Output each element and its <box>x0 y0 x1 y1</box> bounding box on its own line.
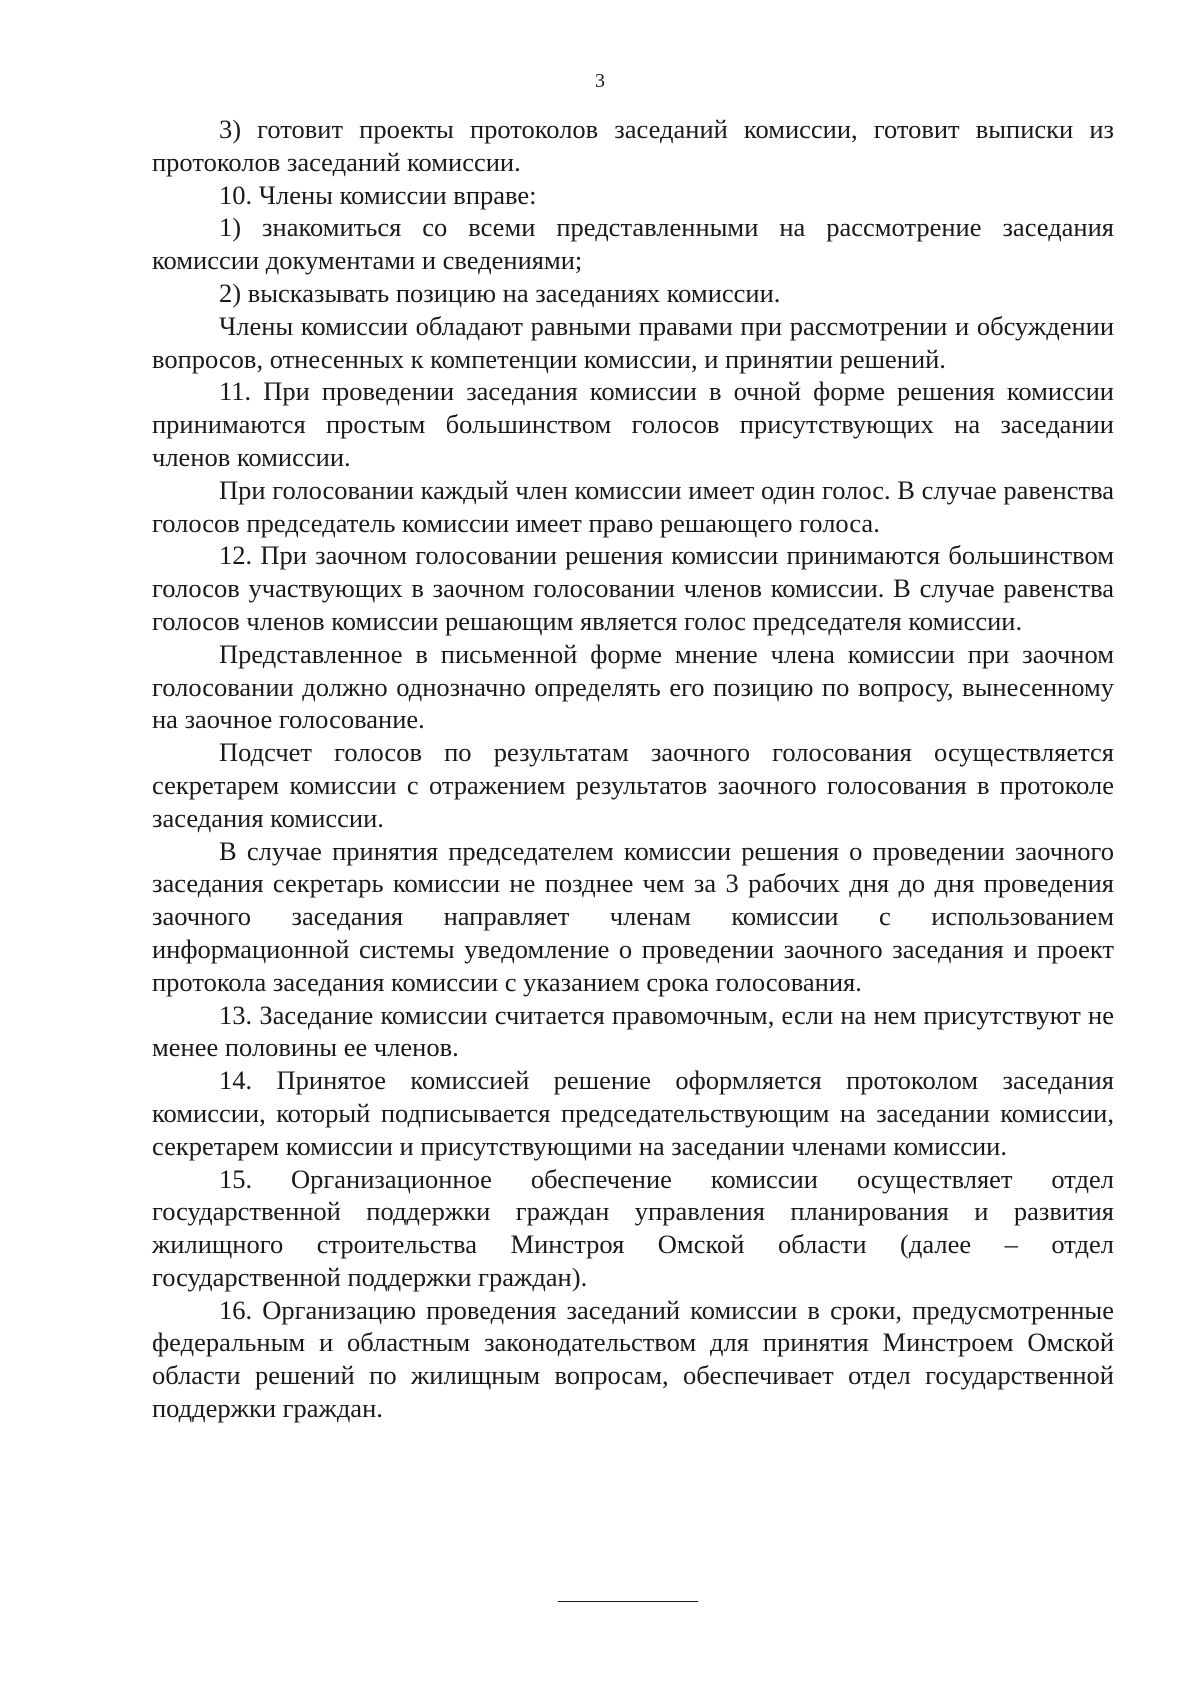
paragraph-equal-rights: Члены комиссии обладают равными правами при рассмотрении и обсуждении вопросов, отнесенных к компетенции комиссии, и принятии решений. <box>152 310 1114 374</box>
paragraph-clause-10-heading: 10. Члены комиссии вправе: <box>219 179 537 210</box>
paragraph-clause-16: 16. Организацию проведения заседаний комиссии в сроки, предусмотренные федеральным и областным законодательством для принятия Минстроем Омской области решений по жилищным вопросам, обеспечивает отдел государственной поддержки граждан. <box>152 1294 1114 1424</box>
paragraph-clause-12: 12. При заочном голосовании решения комиссии принимаются большинством голосов участвующих в заочном голосовании членов комиссии. В случае равенства голосов членов комиссии решающим является голос председателя комиссии. <box>152 540 1114 636</box>
paragraph-clause-15: 15. Организационное обеспечение комиссии осуществляет отдел государственной поддержки граждан управления планирования и развития жилищного строительства Минстроя Омской области (далее – отдел государственной поддержки граждан). <box>152 1163 1114 1292</box>
paragraph-item-3-protocols: 3) готовит проекты протоколов заседаний комиссии, готовит выписки из протоколов заседаний комиссии. <box>152 114 1114 177</box>
paragraph-clause-10-item-1: 1) знакомиться со всеми представленными на рассмотрение заседания комиссии документами и сведениями; <box>152 212 1114 276</box>
paragraph-absentee-notice: В случае принятия председателем комиссии решения о проведении заочного заседания секретарь комиссии не позднее чем за 3 рабочих дня до дня проведения заочного заседания направляет членам комиссии с использованием информационной системы уведомление о проведении заочного заседания и проект протокола заседания комиссии с указанием срока голосования. <box>152 835 1114 997</box>
paragraph-written-opinion: Представленное в письменной форме мнение члена комиссии при заочном голосовании должно однозначно определять его позицию по вопросу, вынесенному на заочное голосование. <box>152 638 1114 735</box>
end-of-document-rule <box>558 1601 698 1602</box>
paragraph-clause-10-item-2: 2) высказывать позицию на заседаниях комиссии. <box>219 277 781 308</box>
paragraph-clause-14: 14. Принятое комиссией решение оформляется протоколом заседания комиссии, который подписывается председательствующим на заседании комиссии, секретарем комиссии и присутствующими на заседании членами комиссии. <box>152 1065 1114 1161</box>
paragraph-vote-count: Подсчет голосов по результатам заочного голосования осуществляется секретарем комиссии с отражением результатов заочного голосования в протоколе заседания комиссии. <box>152 737 1114 833</box>
page-number: 3 <box>595 70 605 92</box>
paragraph-clause-13: 13. Заседание комиссии считается правомочным, если на нем присутствуют не менее половины ее членов. <box>152 999 1114 1063</box>
document-body <box>152 113 1114 1425</box>
paragraph-one-vote: При голосовании каждый член комиссии имеет один голос. В случае равенства голосов председатель комиссии имеет право решающего голоса. <box>152 474 1114 538</box>
paragraph-clause-11: 11. При проведении заседания комиссии в очной форме решения комиссии принимаются простым большинством голосов присутствующих на заседании членов комиссии. <box>152 376 1114 472</box>
